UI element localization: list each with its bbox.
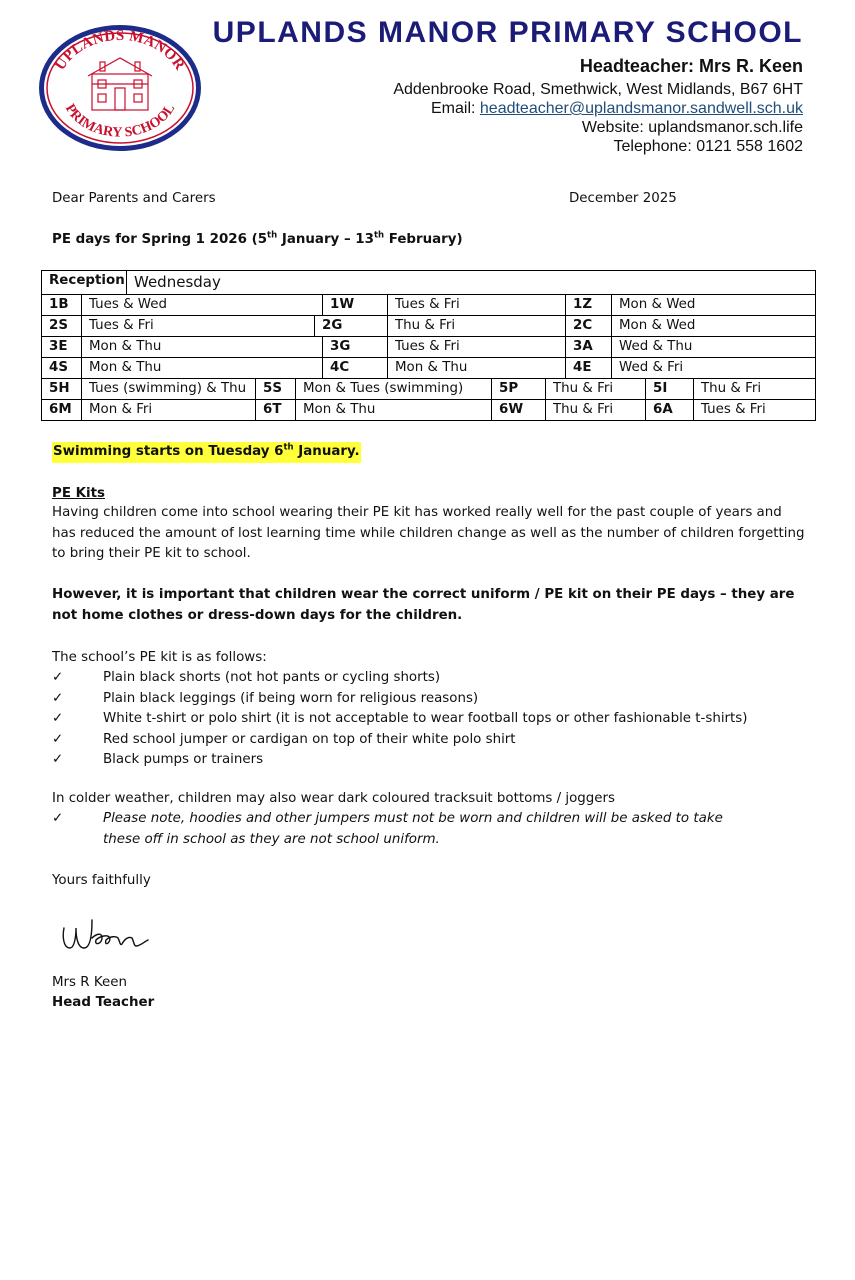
email-line [431,100,803,118]
pe-days-cell: Mon & Fri [82,400,256,420]
website-line: Website: uplandsmanor.sch.life [581,119,803,136]
signature [58,908,153,956]
class-name-cell: 6M [42,400,82,420]
pe-days-cell: Tues & Fri [388,295,566,315]
email-link[interactable]: headteacher@uplandsmanor.sandwell.sch.uk [479,100,803,117]
class-name-cell: 5H [42,379,82,399]
headteacher-line: Headteacher: Mrs R. Keen [579,56,803,76]
cold-weather-text: In colder weather, children may also wear dark coloured tracksuit bottoms / joggers [52,791,615,806]
pe-days-cell: Mon & Thu [82,337,323,357]
checkmark-icon: ✓ [52,670,64,685]
class-name-cell: 6A [646,400,694,420]
address-line: Addenbrooke Road, Smethwick, West Midlands, B67 6HT [393,81,803,98]
pe-days-cell: Mon & Wed [619,297,696,312]
class-name-cell: 6T [256,400,296,420]
closing: Yours faithfully [52,873,151,888]
class-name-cell: 5P [492,379,546,399]
pe-days-cell: Mon & Thu [388,358,566,378]
class-name-cell: 2G [315,316,388,336]
pe-days-cell: Mon & Thu [296,400,492,420]
table-row [42,315,815,336]
kit-item-text: Plain black leggings (if being worn for religious reasons) [103,690,479,706]
kit-item-text: Red school jumper or cardigan on top of their white polo shirt [103,731,516,747]
table-row [42,357,815,378]
class-name-cell: 4E [566,358,612,378]
pe-days-cell: Tues & Fri [701,402,766,417]
class-name-cell: 1Z [566,295,612,315]
pe-days-cell: Thu & Fri [546,400,646,420]
pe-days-cell: Tues (swimming) & Thu [82,379,256,399]
pe-days-cell: Mon & Wed [619,318,696,333]
logo-text-top: UPLANDS MANOR [52,28,188,74]
pe-days-cell: Wed & Fri [619,360,684,375]
kit-item-text: Black pumps or trainers [103,752,264,768]
checkmark-icon: ✓ [52,690,64,706]
kit-item-text: White t-shirt or polo shirt (it is not acceptable to wear football tops or other fashionable t-shirts) [103,711,748,727]
table-row [42,294,815,315]
pe-days-cell: Tues & Fri [388,337,566,357]
pe-days-cell: Tues & Wed [82,295,323,315]
pe-days-cell: Wed & Thu [619,339,693,354]
table-row [42,271,815,294]
logo-text-bottom: PRIMARY SCHOOL [61,101,179,141]
pe-days-cell: Mon & Thu [82,358,323,378]
kit-intro: The school’s PE kit is as follows: [52,650,267,665]
table-row [42,399,815,420]
class-name-cell: 2C [566,316,612,336]
pe-kits-heading: PE Kits [52,486,105,501]
table-row [42,378,815,399]
signatory-role: Head Teacher [52,995,155,1010]
class-name-cell: 6W [492,400,546,420]
pe-days-cell: Mon & Tues (swimming) [296,379,492,399]
checkmark-icon: ✓ [52,811,64,826]
hoodie-note: Please note, hoodies and other jumpers must not be worn and children will be asked to take these off in school as they are not school uniform. [103,811,723,847]
school-name: UPLANDS MANOR PRIMARY SCHOOL [212,16,803,49]
class-name-cell: 4S [42,358,82,378]
school-logo [36,22,204,154]
pe-days-cell: Thu & Fri [701,381,762,396]
class-name-cell: 4C [323,358,388,378]
class-name-cell: 1W [323,295,388,315]
class-name-cell: 5I [646,379,694,399]
class-name-cell: 1B [42,295,82,315]
uniform-warning: However, it is important that children wear the correct uniform / PE kit on their PE days – they are not home clothes or dress-down days for the children. [52,587,795,623]
letter-subject: PE days for Spring 1 2026 (5th January – 13th February) [52,230,463,247]
telephone-line: Telephone: 0121 558 1602 [613,138,803,155]
pe-days-cell: Tues & Fri [82,316,315,336]
class-name-cell: Reception [42,271,127,294]
letter-date: December 2025 [569,191,677,206]
pe-kits-paragraph: Having children come into school wearing their PE kit has worked really well for the past couple of years and has reduced the amount of lost learning time while children change as well as the number of children forgetting to bring their PE kit to school. [52,505,805,561]
class-name-cell: 3A [566,337,612,357]
checkmark-icon: ✓ [52,711,64,727]
checkmark-icon: ✓ [52,752,64,768]
pe-days-cell: Thu & Fri [546,379,646,399]
kit-item-text: Plain black shorts (not hot pants or cycling shorts) [103,670,441,685]
pe-days-cell: Wednesday [134,273,221,291]
class-name-cell: 2S [42,316,82,336]
email-label: Email: [430,100,480,117]
checkmark-icon: ✓ [52,731,64,747]
class-name-cell: 3G [323,337,388,357]
table-row [42,336,815,357]
class-name-cell: 3E [42,337,82,357]
pe-days-table [41,270,816,421]
class-name-cell: 5S [256,379,296,399]
pe-days-cell: Thu & Fri [388,316,566,336]
greeting: Dear Parents and Carers [52,191,216,206]
signatory-name: Mrs R Keen [52,975,127,990]
swimming-notice: Swimming starts on Tuesday 6th January. [52,442,361,463]
